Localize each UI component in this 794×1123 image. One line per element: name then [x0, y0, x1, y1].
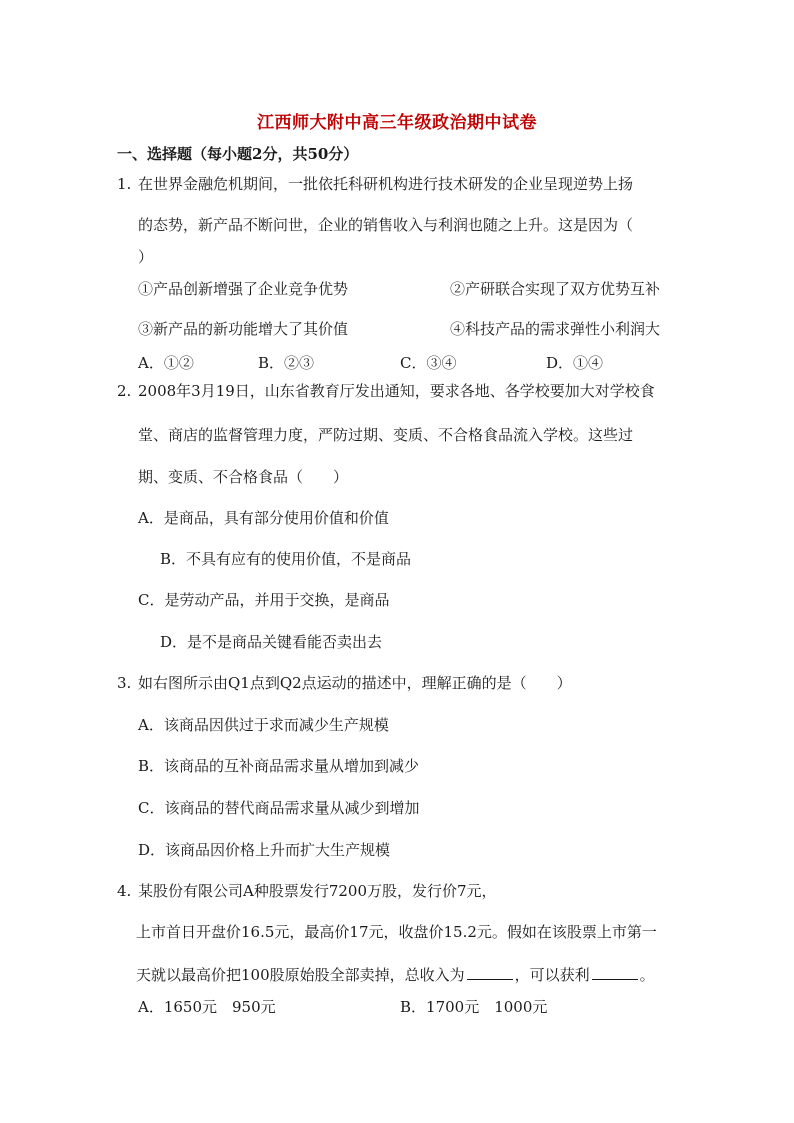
question-4-line-3-part-3: 。: [639, 966, 655, 984]
question-1-statement-3: ③新产品的新功能增大了其价值: [138, 320, 349, 338]
question-2-line-2: 堂、商店的监督管理力度，严防过期、变质、不合格食品流入学校。这些过: [138, 426, 634, 444]
page-title: 江西师大附中高三年级政治期中试卷: [257, 113, 537, 133]
question-2-line-3: 期、变质、不合格食品（ ）: [138, 468, 349, 486]
answer-blank-total-income: [467, 965, 513, 980]
question-2-option-c: C．是劳动产品，并用于交换，是商品: [138, 591, 390, 609]
question-4-option-b: B．1700元 1000元: [400, 998, 548, 1016]
question-3-option-a: A．该商品因供过于求而减少生产规模: [138, 716, 389, 734]
question-1-statement-2: ②产研联合实现了双方优势互补: [450, 280, 661, 298]
question-2-line-1: 2008年3月19日，山东省教育厅发出通知，要求各地、各学校要加大对学校食: [138, 382, 655, 400]
question-4-line-3: [136, 965, 655, 985]
question-3-option-d: D．该商品因价格上升而扩大生产规模: [138, 841, 391, 859]
question-number-1: 1.: [117, 175, 132, 193]
question-4-line-1: 某股份有限公司A种股票发行7200万股，发行价7元，: [138, 882, 497, 900]
question-1-line-3: ）: [138, 248, 154, 266]
question-3-option-c: C．该商品的替代商品需求量从减少到增加: [138, 799, 420, 817]
question-1-statement-1: ①产品创新增强了企业竞争优势: [138, 280, 349, 298]
question-1-statement-4: ④科技产品的需求弹性小利润大: [450, 320, 661, 338]
question-1-option-c: C．③④: [400, 354, 457, 372]
question-4-line-3-part-1: 天就以最高价把100股原始股全部卖掉，总收入为: [136, 966, 465, 984]
question-1-line-2: 的态势，新产品不断问世，企业的销售收入与利润也随之上升。这是因为（: [138, 216, 634, 234]
question-2-option-b: B．不具有应有的使用价值，不是商品: [160, 550, 412, 568]
section-heading: 一、选择题（每小题2分，共50分）: [117, 145, 359, 163]
question-3-line-1: 如右图所示由Q1点到Q2点运动的描述中，理解正确的是（ ）: [138, 674, 572, 692]
question-1-line-1: 在世界金融危机期间，一批依托科研机构进行技术研发的企业呈现逆势上扬: [138, 175, 634, 193]
question-4-line-2: 上市首日开盘价16.5元，最高价17元，收盘价15.2元。假如在该股票上市第一: [136, 923, 657, 941]
question-1-option-d: D．①④: [546, 354, 604, 372]
question-4-line-3-part-2: ，可以获利: [514, 966, 590, 984]
question-3-option-b: B．该商品的互补商品需求量从增加到减少: [138, 757, 420, 775]
question-1-option-a: A．①②: [138, 354, 194, 372]
question-number-3: 3.: [117, 674, 132, 692]
question-2-option-d: D．是不是商品关键看能否卖出去: [160, 633, 383, 651]
question-4-option-a: A．1650元 950元: [138, 998, 276, 1016]
question-number-2: 2.: [117, 382, 132, 400]
question-2-option-a: A．是商品，具有部分使用价值和价值: [138, 509, 389, 527]
question-1-option-b: B．②③: [258, 354, 315, 372]
answer-blank-profit: [592, 965, 638, 980]
question-number-4: 4.: [117, 882, 132, 900]
